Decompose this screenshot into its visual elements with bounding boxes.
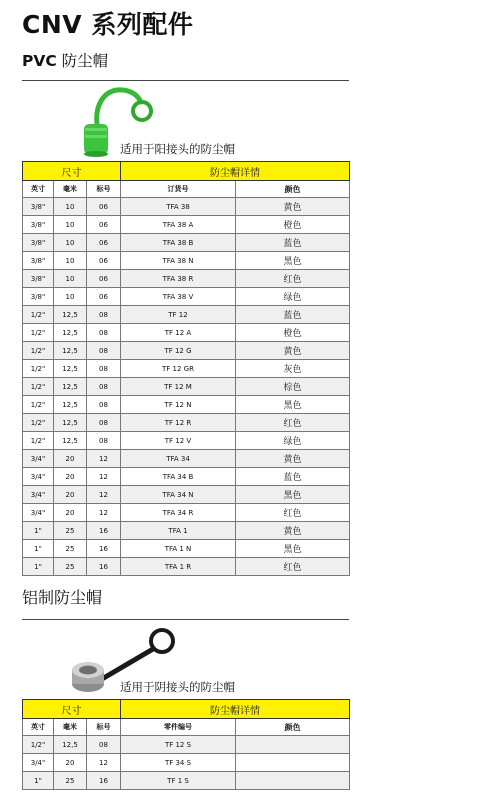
cell-dash-size: 16 — [87, 522, 121, 540]
table-row — [23, 414, 350, 432]
table-row — [23, 558, 350, 576]
table-row — [23, 432, 350, 450]
cell-color: 蓝色 — [236, 306, 350, 324]
cell-dash-size: 06 — [87, 234, 121, 252]
cell-color: 黑色 — [236, 540, 350, 558]
aluminum-section-title: 铝制防尘帽 — [22, 588, 103, 607]
cell-dash-size: 06 — [87, 270, 121, 288]
cell-color: 绿色 — [236, 432, 350, 450]
cell-part-number: TF 12 R — [121, 414, 236, 432]
cell-color — [236, 754, 350, 772]
cell-inch: 1/2" — [23, 736, 54, 754]
cell-color: 黄色 — [236, 198, 350, 216]
table-row — [23, 360, 350, 378]
cell-inch: 1/2" — [23, 414, 54, 432]
cell-inch: 1" — [23, 558, 54, 576]
cell-part-number: TF 12 N — [121, 396, 236, 414]
cell-part-number: TF 12 A — [121, 324, 236, 342]
table-row — [23, 324, 350, 342]
cell-mm: 12,5 — [54, 414, 87, 432]
table-row — [23, 540, 350, 558]
cell-mm: 20 — [54, 504, 87, 522]
pvc-title-prefix: PVC — [22, 52, 57, 70]
cell-inch: 1" — [23, 522, 54, 540]
cell-color: 棕色 — [236, 378, 350, 396]
cell-color: 绿色 — [236, 288, 350, 306]
table-row — [23, 486, 350, 504]
table-row — [23, 288, 350, 306]
cell-part-number: TFA 1 N — [121, 540, 236, 558]
cell-color: 黑色 — [236, 252, 350, 270]
cell-color: 蓝色 — [236, 468, 350, 486]
cell-inch: 1/2" — [23, 306, 54, 324]
cell-part-number: TF 12 S — [121, 736, 236, 754]
column-header-dash-size: 标号 — [87, 719, 121, 736]
cell-part-number: TF 12 — [121, 306, 236, 324]
cell-color: 红色 — [236, 558, 350, 576]
cell-part-number: TFA 38 R — [121, 270, 236, 288]
cell-dash-size: 08 — [87, 736, 121, 754]
column-header-order-number: 订货号 — [121, 181, 236, 198]
table-row — [23, 252, 350, 270]
cell-inch: 3/4" — [23, 450, 54, 468]
cell-color — [236, 772, 350, 790]
cell-color: 灰色 — [236, 360, 350, 378]
cell-inch: 1/2" — [23, 396, 54, 414]
cell-color — [236, 736, 350, 754]
cell-mm: 12,5 — [54, 736, 87, 754]
table-row — [23, 216, 350, 234]
cell-color: 橙色 — [236, 216, 350, 234]
cell-part-number: TFA 34 N — [121, 486, 236, 504]
column-header-part-number: 零件编号 — [121, 719, 236, 736]
table-row — [23, 468, 350, 486]
cell-dash-size: 08 — [87, 324, 121, 342]
cell-mm: 10 — [54, 270, 87, 288]
cell-inch: 3/8" — [23, 216, 54, 234]
cell-color: 红色 — [236, 270, 350, 288]
cell-inch: 1/2" — [23, 342, 54, 360]
cell-color: 黄色 — [236, 522, 350, 540]
table-row — [23, 306, 350, 324]
table-row — [23, 396, 350, 414]
cell-mm: 20 — [54, 486, 87, 504]
cell-part-number: TFA 34 B — [121, 468, 236, 486]
cell-inch: 1/2" — [23, 378, 54, 396]
cell-inch: 1" — [23, 772, 54, 790]
table-row — [23, 198, 350, 216]
cell-mm: 10 — [54, 288, 87, 306]
cell-mm: 12,5 — [54, 342, 87, 360]
cell-inch: 3/8" — [23, 252, 54, 270]
table-row — [23, 342, 350, 360]
cell-dash-size: 12 — [87, 754, 121, 772]
cell-dash-size: 12 — [87, 504, 121, 522]
cell-color: 蓝色 — [236, 234, 350, 252]
cell-mm: 12,5 — [54, 378, 87, 396]
cell-inch: 3/8" — [23, 270, 54, 288]
column-header-mm: 毫米 — [54, 181, 87, 198]
cell-inch: 1" — [23, 540, 54, 558]
cell-inch: 1/2" — [23, 432, 54, 450]
cell-dash-size: 16 — [87, 772, 121, 790]
cell-part-number: TF 34 S — [121, 754, 236, 772]
cell-mm: 20 — [54, 754, 87, 772]
cell-color: 红色 — [236, 414, 350, 432]
pvc-section-title — [22, 51, 108, 71]
cell-dash-size: 12 — [87, 450, 121, 468]
aluminum-caption: 适用于阴接头的防尘帽 — [120, 680, 235, 694]
column-header-inch: 英寸 — [23, 181, 54, 198]
cell-mm: 10 — [54, 198, 87, 216]
cell-mm: 10 — [54, 234, 87, 252]
cell-dash-size: 08 — [87, 378, 121, 396]
cell-dash-size: 08 — [87, 432, 121, 450]
cell-inch: 3/8" — [23, 198, 54, 216]
cell-inch: 3/4" — [23, 468, 54, 486]
column-header-mm: 毫米 — [54, 719, 87, 736]
pvc-title-suffix: 防尘帽 — [61, 52, 109, 70]
cell-part-number: TFA 1 — [121, 522, 236, 540]
cell-dash-size: 12 — [87, 468, 121, 486]
cell-inch: 1/2" — [23, 360, 54, 378]
cell-part-number: TF 12 GR — [121, 360, 236, 378]
cell-inch: 3/4" — [23, 504, 54, 522]
cell-part-number: TFA 38 V — [121, 288, 236, 306]
cell-dash-size: 08 — [87, 414, 121, 432]
pvc-cap-ring — [133, 102, 151, 120]
group-header-detail: 防尘帽详情 — [121, 700, 350, 719]
aluminum-dust-cap-table — [22, 699, 350, 790]
cell-part-number: TFA 1 R — [121, 558, 236, 576]
cell-mm: 12,5 — [54, 324, 87, 342]
cell-inch: 3/4" — [23, 486, 54, 504]
group-header-size: 尺寸 — [23, 162, 121, 181]
group-header-size: 尺寸 — [23, 700, 121, 719]
cell-inch: 3/8" — [23, 234, 54, 252]
column-header-color: 颜色 — [236, 719, 350, 736]
cell-dash-size: 12 — [87, 486, 121, 504]
table-row — [23, 736, 350, 754]
cell-dash-size: 06 — [87, 216, 121, 234]
table-row — [23, 754, 350, 772]
cell-mm: 20 — [54, 468, 87, 486]
cell-mm: 12,5 — [54, 396, 87, 414]
cell-color: 红色 — [236, 504, 350, 522]
cell-inch: 3/4" — [23, 754, 54, 772]
cell-inch: 1/2" — [23, 324, 54, 342]
table-row — [23, 772, 350, 790]
table-row — [23, 522, 350, 540]
cell-part-number: TFA 38 — [121, 198, 236, 216]
cell-mm: 25 — [54, 558, 87, 576]
cell-mm: 12,5 — [54, 306, 87, 324]
cell-dash-size: 06 — [87, 198, 121, 216]
pvc-divider — [22, 80, 349, 81]
table-row — [23, 234, 350, 252]
aluminum-divider — [22, 619, 349, 620]
cell-dash-size: 06 — [87, 252, 121, 270]
cell-dash-size: 08 — [87, 306, 121, 324]
cell-part-number: TF 12 M — [121, 378, 236, 396]
cell-dash-size: 08 — [87, 360, 121, 378]
cell-mm: 12,5 — [54, 432, 87, 450]
pvc-caption: 适用于阳接头的防尘帽 — [120, 142, 235, 156]
cell-mm: 12,5 — [54, 360, 87, 378]
cell-mm: 10 — [54, 252, 87, 270]
pvc-dust-cap-table — [22, 161, 350, 576]
cell-mm: 20 — [54, 450, 87, 468]
cell-part-number: TFA 38 B — [121, 234, 236, 252]
cell-dash-size: 08 — [87, 396, 121, 414]
column-header-dash-size: 标号 — [87, 181, 121, 198]
cell-dash-size: 06 — [87, 288, 121, 306]
cell-part-number: TF 12 V — [121, 432, 236, 450]
cell-dash-size: 16 — [87, 558, 121, 576]
cell-inch: 3/8" — [23, 288, 54, 306]
cell-part-number: TFA 38 A — [121, 216, 236, 234]
cell-part-number: TF 1 S — [121, 772, 236, 790]
cell-color: 黑色 — [236, 486, 350, 504]
table-row — [23, 378, 350, 396]
cell-part-number: TFA 34 R — [121, 504, 236, 522]
page-title: CNV 系列配件 — [22, 10, 194, 39]
cell-mm: 25 — [54, 540, 87, 558]
table-row — [23, 504, 350, 522]
column-header-color: 颜色 — [236, 181, 350, 198]
table-row — [23, 450, 350, 468]
cell-part-number: TFA 34 — [121, 450, 236, 468]
table-row — [23, 270, 350, 288]
aluminum-cap-cable — [102, 649, 153, 679]
group-header-detail: 防尘帽详情 — [121, 162, 350, 181]
cell-color: 黄色 — [236, 342, 350, 360]
column-header-inch: 英寸 — [23, 719, 54, 736]
cell-color: 黑色 — [236, 396, 350, 414]
cell-part-number: TF 12 G — [121, 342, 236, 360]
cell-mm: 25 — [54, 772, 87, 790]
cell-dash-size: 08 — [87, 342, 121, 360]
cell-part-number: TFA 38 N — [121, 252, 236, 270]
cell-color: 橙色 — [236, 324, 350, 342]
cell-dash-size: 16 — [87, 540, 121, 558]
cell-mm: 10 — [54, 216, 87, 234]
cell-mm: 25 — [54, 522, 87, 540]
cell-color: 黄色 — [236, 450, 350, 468]
